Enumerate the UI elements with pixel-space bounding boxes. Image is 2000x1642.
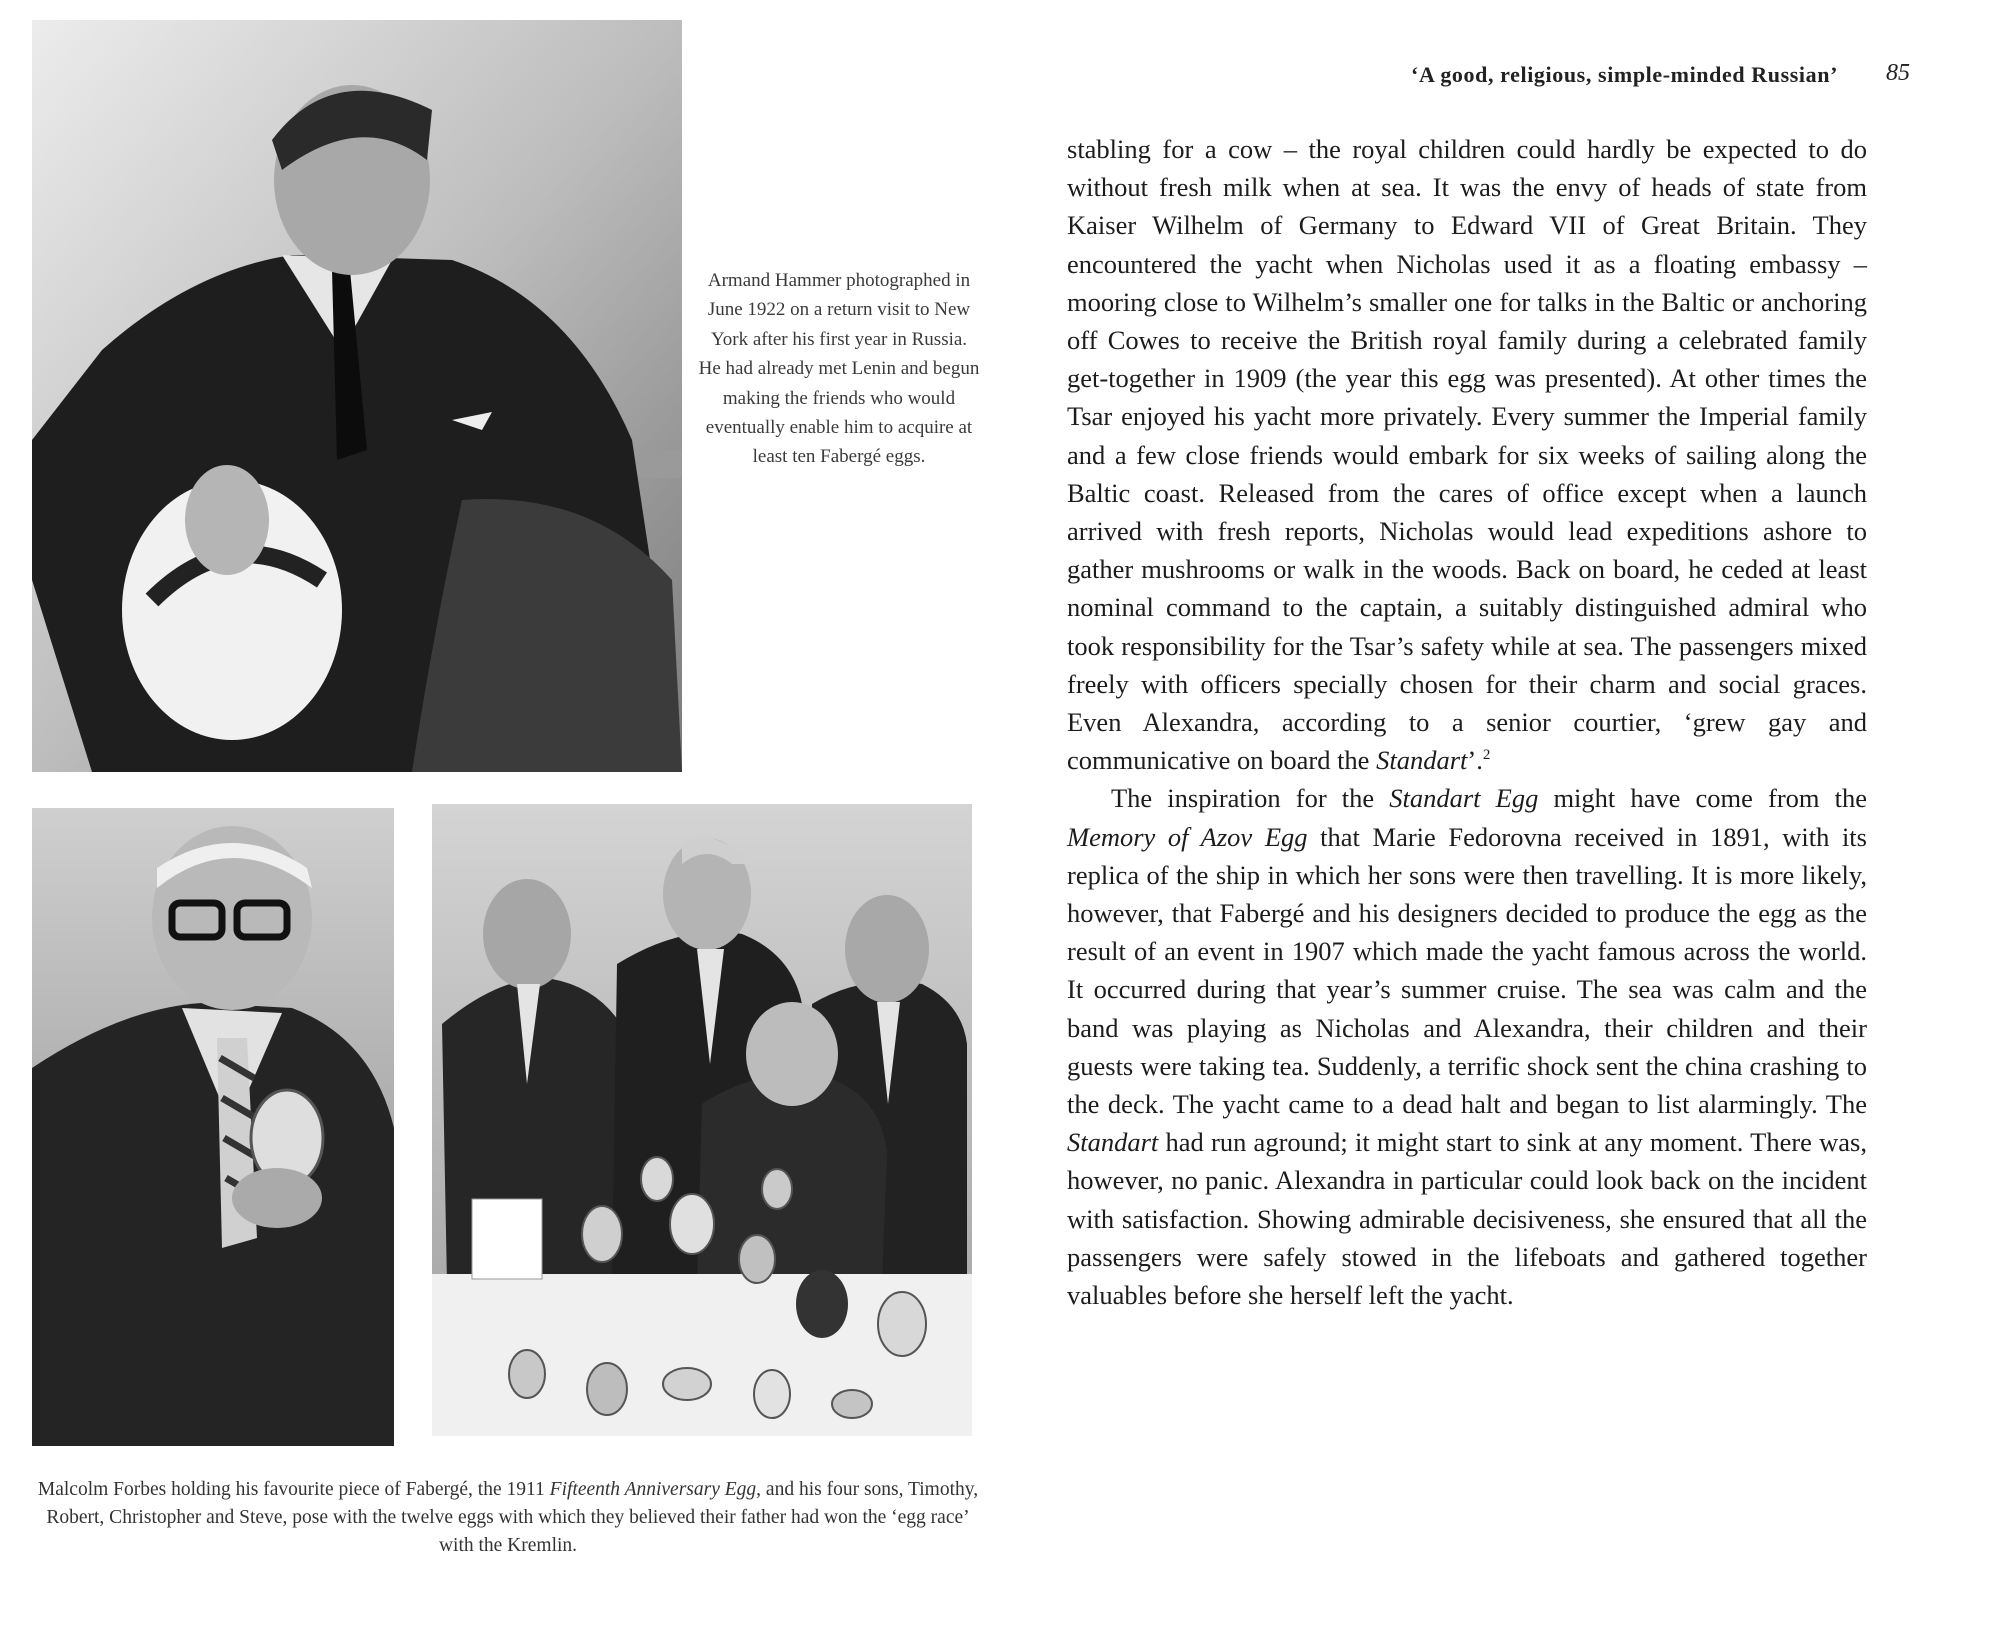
- footnote-ref: 2: [1482, 747, 1491, 764]
- p1-text-a: stabling for a cow – the royal children could hardly be expected to do without fresh milk when at sea. It was the envy of heads of state from Kaiser Wilhelm of Germany to Edward VII of Great Britain. They encountered the yacht when Nicholas used it as a floating embassy – mooring close to Wilhelm’s smaller one for talks in the Baltic or anchoring off Cowes to receive the British royal family during a celebrated family get-together in 1909 (the year this egg was presented). At other times the Tsar enjoyed his yacht more privately. Every summer the Imperial family and a few close friends would embark for six weeks of sailing along the Baltic coast. Released from the cares of office except when a launch arrived with fresh reports, Nicholas would lead expeditions ashore to gather mushrooms or walk in the woods. Back on board, he ceded at least nominal command to the captain, a suitably distinguished admiral who took responsibility for the Tsar’s safety while at sea. The passengers mixed freely with officers specially chosen for their charm and social graces. Even Alexandra, according to a senior courtier, ‘grew gay and communicative on board the: [1067, 134, 1867, 776]
- caption-forbes-italic: Fifteenth Anniversary Egg: [549, 1479, 757, 1500]
- p2-italic-azov-egg: Memory of Azov Egg: [1067, 821, 1308, 852]
- running-head: ‘A good, religious, simple-minded Russian’: [1411, 62, 1838, 87]
- photo-forbes-sons-image: [432, 804, 972, 1436]
- p1-text-b: ’.: [1467, 745, 1483, 776]
- body-text: [1067, 130, 1867, 1314]
- photo-forbes-sons: [432, 804, 972, 1436]
- caption-forbes-part2: , and his four sons, Timothy, Robert, Christopher and Steve, pose with the twelve eggs with which they believed their father had won the ‘egg race’ with the Kremlin.: [46, 1479, 979, 1556]
- p2-text-b: might have come from the: [1538, 783, 1868, 814]
- p2-text-a: The inspiration for the: [1111, 783, 1390, 814]
- caption-armand-hammer: Armand Hammer photographed in June 1922 on a return visit to New York after his first year in Russia. He had already met Lenin and begun making the friends who would eventually enable him to acquire at least ten Fabergé eggs.: [698, 270, 980, 468]
- p2-text-c: that Marie Fedorovna received in 1891, with its replica of the ship in which her sons were then travelling. It is more likely, however, that Fabergé and his designers decided to produce the egg as the result of an event in 1907 which made the yacht famous across the world. It occurred during that year’s summer cruise. The sea was calm and the band was playing as Nicholas and Alexandra, their children and their guests were taking tea. Suddenly, a terrific shock sent the china crashing to the deck. The yacht came to a dead halt and began to list alarmingly. The: [1067, 821, 1867, 1120]
- photo-malcolm-forbes-image: [32, 808, 394, 1446]
- caption-forbes: [30, 1476, 986, 1560]
- caption-forbes-part1: Malcolm Forbes holding his favourite piece of Fabergé, the 1911: [37, 1479, 550, 1500]
- page-header: [1060, 62, 1910, 98]
- p1-italic-standart: Standart: [1376, 745, 1468, 776]
- photo-armand-hammer-image: [32, 20, 682, 772]
- p2-italic-standart-egg: Standart Egg: [1389, 783, 1539, 814]
- p2-text-d: had run aground; it might start to sink at any moment. There was, however, no panic. Alexandra in particular could look back on the incident with satisfaction. Showing admirable decisiveness, she ensured that all the passengers were safely stowed in the lifeboats and gathered together valuables before she herself left the yacht.: [1067, 1127, 1867, 1311]
- photo-malcolm-forbes: [32, 808, 394, 1446]
- p2-italic-standart: Standart: [1067, 1127, 1159, 1158]
- paragraph-2: [1067, 779, 1867, 1314]
- page-number: 85: [1886, 60, 1910, 86]
- photo-armand-hammer: [32, 20, 682, 772]
- paragraph-1: [1067, 130, 1867, 779]
